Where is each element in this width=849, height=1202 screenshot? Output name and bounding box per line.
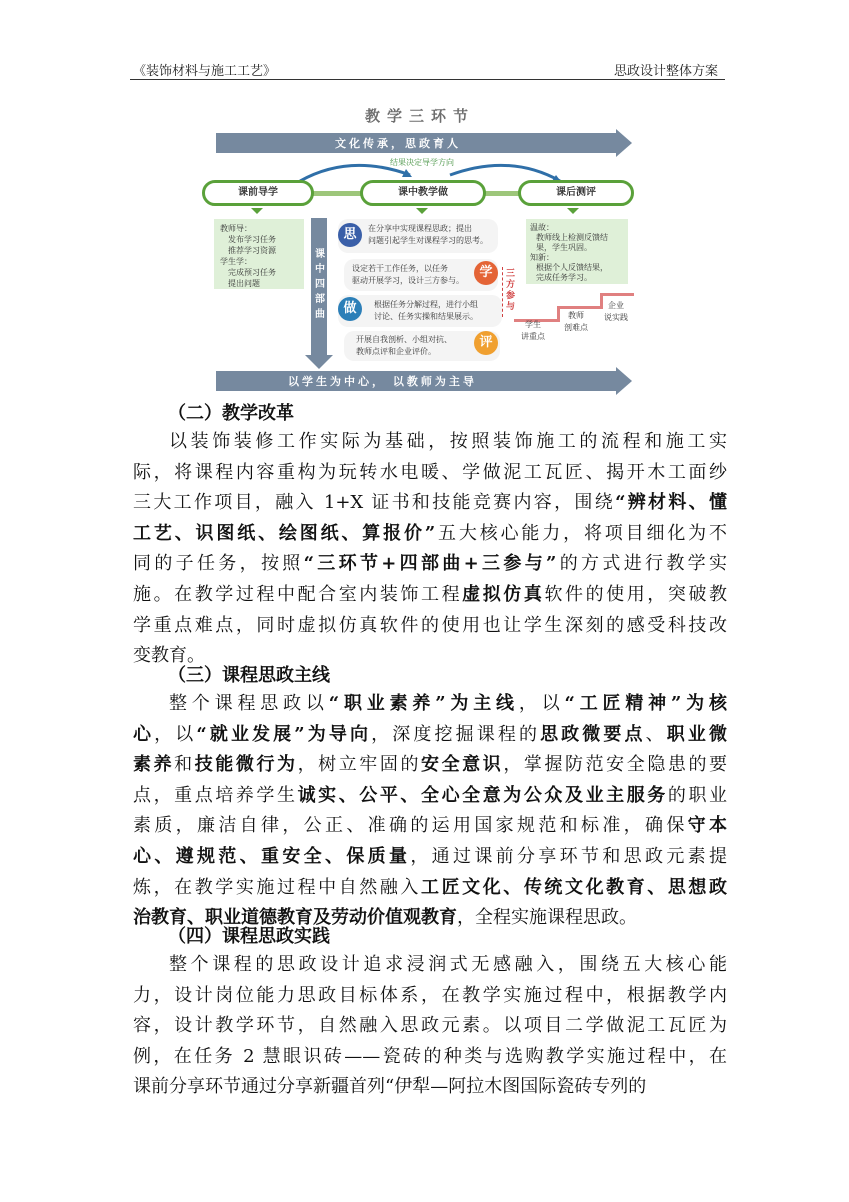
- note-line: 推荐学习资源: [228, 246, 276, 255]
- post-class-note: [526, 219, 628, 284]
- bold-text: 技能微行为: [194, 754, 298, 776]
- paragraph-line: [133, 1011, 727, 1042]
- paragraph-line: [133, 549, 727, 580]
- middle-label: 课中四部曲: [315, 249, 325, 320]
- text-run: 课前分享环节通过分享新疆首列“伊犁—阿拉木图国际瓷砖专列的: [133, 1076, 647, 1098]
- step-text: 根据任务分解过程，进行小组: [374, 300, 478, 309]
- paragraph-line: [133, 580, 727, 611]
- step-badge-xue: 学: [474, 261, 498, 285]
- text-run: ，以: [518, 693, 565, 714]
- stage-post-class: 课后测评: [518, 180, 634, 206]
- text-run: 施。在教学过程中配合室内装饰工程: [133, 584, 463, 605]
- text-run: 例，在任务 2 慧眼识砖——瓷砖的种类与选购教学实施过程中，在: [133, 1045, 727, 1067]
- text-run: ，全程实施课程思政。: [457, 907, 637, 929]
- stair-label: 学生: [525, 320, 541, 329]
- text-run: 力，设计岗位能力思政目标体系，在教学实施过程中，根据教学内: [133, 984, 727, 1006]
- paragraph-line: [133, 781, 727, 812]
- note-line: 发布学习任务: [228, 235, 276, 244]
- pre-class-note: [214, 219, 304, 289]
- note-line: 根据个人反馈结果，: [536, 263, 608, 272]
- stage-pre-class: 课前导学: [202, 180, 314, 206]
- paragraph-line: [133, 750, 727, 781]
- paragraph-line: [133, 488, 727, 519]
- text-run: 以装饰装修工作实际为基础，按照装饰施工的流程和施工实: [169, 431, 727, 452]
- bold-text: 思政微要点: [540, 723, 646, 745]
- paragraph-line: [133, 519, 727, 550]
- note-line: 温故：: [530, 223, 554, 232]
- text-run: 变教育。: [133, 645, 205, 667]
- paragraph-line: [133, 981, 727, 1012]
- paragraph-line: [133, 611, 727, 642]
- text-run: ，深度挖掘课程的: [371, 723, 541, 745]
- text-run: 三大工作项目，融入 1+X 证书和技能竞赛内容，围绕: [133, 492, 616, 514]
- step-card-zuo: [338, 295, 502, 327]
- step-text: 在分享中实现课程思政；提出: [368, 224, 472, 233]
- step-text: 设定若干工作任务，以任务: [352, 264, 448, 273]
- text-run: 点，重点培养学生: [133, 784, 298, 806]
- three-party-bracket: [502, 267, 504, 317]
- step-badge-si: 思: [338, 223, 362, 247]
- paragraph-line: [133, 1072, 727, 1103]
- stair-label: 教师: [568, 311, 584, 320]
- text-run: 整个课程的思政设计追求浸润式无感融入，围绕五大核心能: [169, 954, 727, 975]
- bold-text: “工匠精神”为核: [564, 693, 727, 714]
- section-heading: （二）教学改革: [168, 403, 294, 424]
- header-divider: [130, 79, 725, 80]
- paragraph-line: [133, 1042, 727, 1073]
- text-run: 整个课程思政以: [169, 693, 329, 714]
- note-line: 教师导：: [220, 224, 252, 233]
- paragraph-line: [169, 427, 727, 458]
- text-run: 五大核心能力，将项目细化为不: [435, 522, 728, 544]
- bold-text: 工匠文化、传统文化教育、思想政: [421, 876, 727, 898]
- text-run: 软件的使用，突破教: [544, 584, 728, 605]
- bold-text: 虚拟仿真: [462, 584, 545, 605]
- stair-label: 说实践: [604, 313, 628, 322]
- text-run: 、: [645, 723, 667, 745]
- bold-text: 守本: [687, 815, 728, 837]
- in-class-arrow-head: [305, 355, 333, 369]
- paragraph-line: [133, 842, 727, 873]
- text-run: 同的子任务，按照: [133, 553, 304, 575]
- paragraph-line: [133, 811, 727, 842]
- note-line: 学生学：: [220, 257, 252, 266]
- note-line: 完成预习任务: [228, 268, 276, 277]
- note-line: 果，学生巩固。: [536, 243, 592, 252]
- text-run: 的方式进行教学实: [556, 553, 727, 575]
- stair-label: 企业: [608, 301, 624, 310]
- bold-text: “辨材料、懂: [615, 492, 727, 514]
- text-run: 和: [174, 754, 195, 776]
- section-heading: （三）课程思政主线: [168, 665, 330, 686]
- bold-text: 工艺、识图纸、绘图纸、算报价”: [133, 522, 436, 544]
- note-line: 教师线上检测反馈结: [536, 233, 608, 242]
- text-run: 学重点难点，同时虚拟仿真软件的使用也让学生深刻的感受科技改: [133, 614, 727, 636]
- text-run: ，树立牢固的: [297, 754, 422, 776]
- feedback-text: 结果决定导学方向: [390, 158, 454, 167]
- note-line: 提出问题: [228, 279, 260, 288]
- step-text: 问题引起学生对课程学习的思考。: [368, 236, 488, 245]
- text-run: 际，将课程内容重构为玩转水电暖、学做泥工瓦匠、揭开木工面纱: [133, 461, 727, 483]
- teaching-diagram: [200, 97, 640, 397]
- text-run: 的职业: [667, 784, 728, 806]
- section-heading: （四）课程思政实践: [168, 926, 330, 947]
- text-run: ，通过课前分享环节和思政元素提: [410, 846, 728, 867]
- step-badge-zuo: 做: [338, 297, 362, 321]
- note-line: 完成任务学习。: [536, 273, 592, 282]
- stair-step: [557, 306, 603, 309]
- stair-label: 讲重点: [521, 332, 545, 341]
- bold-text: 心: [133, 723, 155, 745]
- top-band-text: 文化传承，思政育人: [335, 137, 461, 150]
- chevron-down-icon: [251, 208, 263, 214]
- paragraph-line: [169, 950, 727, 981]
- bold-text: “就业发展”为导向: [196, 723, 372, 745]
- step-text: 驱动开展学习，设计三方参与。: [352, 276, 464, 285]
- chevron-down-icon: [416, 208, 428, 214]
- step-card-si: [338, 219, 498, 253]
- stage-in-class: 课中教学做: [360, 180, 486, 206]
- three-party-label: 三方参与: [506, 269, 516, 312]
- bold-text: 诚实、公平、全心全意为公众及业主服务: [297, 784, 668, 806]
- bold-text: 安全意识: [421, 754, 504, 776]
- stair-step: [600, 293, 634, 296]
- step-badge-ping: 评: [474, 331, 498, 355]
- step-text: 讨论、任务实操和结果展示。: [374, 312, 478, 321]
- chevron-down-icon: [567, 208, 579, 214]
- bold-text: 素养: [133, 754, 175, 776]
- paragraph-line: [133, 720, 727, 751]
- bold-text: 治教育、职业道德教育及劳动价值观教育: [133, 907, 457, 929]
- diagram-title: 教学三环节: [364, 107, 475, 125]
- text-run: ，以: [154, 723, 197, 745]
- header-course-title: 《装饰材料与施工工艺》: [133, 64, 277, 79]
- note-line: 知新：: [530, 253, 554, 262]
- header-doc-title: 思政设计整体方案: [613, 64, 718, 79]
- paragraph-line: [169, 689, 727, 720]
- bold-text: “三环节+四部曲+三参与”: [303, 553, 557, 575]
- text-run: 炼，在教学实施过程中自然融入: [133, 876, 421, 898]
- bottom-band-text: 以学生为中心， 以教师为主导: [288, 375, 477, 388]
- stair-label: 剖难点: [564, 323, 588, 332]
- bottom-band-arrow-head: [616, 367, 632, 395]
- paragraph-line: [133, 458, 727, 489]
- step-text: 教师点评和企业评价。: [356, 347, 436, 356]
- bold-text: 心、遵规范、重安全、保质量: [133, 846, 411, 867]
- paragraph-line: [133, 873, 727, 904]
- bold-text: “职业素养”为主线: [328, 693, 519, 714]
- top-band-arrow-head: [616, 129, 632, 157]
- text-run: 素质，廉洁自律，公正、准确的运用国家规范和标准，确保: [133, 815, 688, 837]
- text-run: 容，设计教学环节，自然融入思政元素。以项目二学做泥工瓦匠为: [133, 1015, 727, 1037]
- bold-text: 职业微: [666, 723, 728, 745]
- step-text: 开展自我剖析、小组对抗、: [356, 335, 452, 344]
- text-run: ，掌握防范安全隐患的要: [503, 754, 728, 776]
